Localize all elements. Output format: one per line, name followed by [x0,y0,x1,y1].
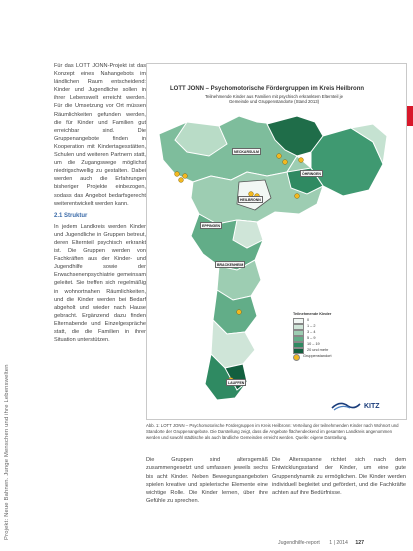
map-legend [293,312,373,361]
site-marker [183,174,188,179]
region-label-neckarsulm: NECKARSULM [234,149,259,154]
legend-label: 10 – 19 [307,341,320,346]
svg-text:KITZ: KITZ [364,403,380,410]
left-paragraph: Für das LOTT JONN-Projekt ist das Konzept eines Nahangebots im ländlichen Raum entscheidend: Kinder und Jugendliche sollen in ihrer Lebenswelt erreicht werden. Für die Umsetzung vor Ort müssen Räumlichkeiten gefunden werden, die für Kinder und Familien gut erreichbar sind. Die Gruppenangebote finden in Kooperation mit Kindertagesstätten, Schulen und weiteren Partnern statt, um die Zugangswege möglichst niedrigschwellig zu gestalten. Dabei werden auch die Erfahrungen bisheriger Projekte einbezogen, sodass das Angebot bedarfsgerecht weiterentwickelt werden kann. [54,63,146,207]
body-text-middle: Die Gruppen sind altersgemäß zusammengesetzt und umfassen jeweils sechs bis acht Kinder. Neben Bewegungsangeboten spielen kreative und spielerische Elemente eine wichtige Rolle. Die Kinder lernen, über ihre Gefühle zu sprechen. [146,457,268,505]
region-label-brackenheim: BRACKENHEIM [217,262,244,267]
region-label-heilbronn: HEILBRONN [240,197,261,202]
site-marker [237,310,242,315]
page-number: 127 [355,540,365,546]
legend-label: 5 – 9 [307,335,316,340]
legend-label: Gruppenstandort [303,354,332,359]
site-marker [283,160,288,165]
footer-issue: 1 | 2014 [329,540,348,546]
site-marker [295,194,300,199]
page-footer [278,540,364,546]
legend-title: Teilnehmende Kinder [293,312,332,316]
legend-label: 0 [307,317,310,322]
legend-label: 20 und mehr [307,347,329,352]
site-marker [175,172,180,177]
body-text-right: Die Altersspanne richtet sich nach dem Entwicklungsstand der Kinder, um eine gute Gruppendynamik zu ermöglichen. Die Kinder werden individuell begleitet und gefördert, und die Fachkräfte achten auf ihre Bedürfnisse. [272,457,406,497]
left-column [54,62,146,344]
figure-caption: Abb. 1: LOTT JONN – Psychomotorische Fördergruppen im Kreis Heilbronn: Verteilung der teilnehmenden Kinder nach Wohnort und Standorte der Gruppenangebote. Die Darstellung zeigt, dass die Angebote flächendeckend im gesamten Landkreis angenommen werden und sowohl städtische als auch ländliche Gemeinden erreicht werden. Quelle: eigene Darstellung. [146,423,399,440]
site-marker [299,158,304,163]
section-heading: 2.1 Struktur [54,212,88,219]
region-label-eppingen: EPPINGEN [202,223,221,228]
sidebar-title: Projekt: Neue Bahnen. Junge Menschen und ihre Lebenswelten [4,364,10,540]
site-marker [179,178,184,183]
left-paragraph-2: In jedem Landkreis werden Kinder und Jugendliche in Gruppen betreut, deren Elternteil psychisch erkrankt ist. Die Gruppen werden von Fachkräften aus der Kinder- und Jugendhilfe sowie der Erwachsenenpsychiatrie gemeinsam geleitet. Sie treffen sich regelmäßig in wohnortnahen Räumlichkeiten, und die Kinder werden bei Bedarf abgeholt und wieder nach Hause gebracht. Ergänzend dazu finden Elternabende und Einzelgespräche statt, die die Familien in ihrer Situation unterstützen. [54,223,146,344]
site-marker [277,154,282,159]
legend-site-icon [293,354,300,361]
map-subtitle: Teilnehmende Kinder aus Familien mit psychisch erkranktem Elternteil je Gemeinde und Gruppenstandorte (Stand 2013) [204,94,344,105]
region-label-lauffen: LAUFFEN [228,380,245,385]
footer-journal: Jugendhilfe-report [278,540,320,546]
map-title: LOTT JONN – Psychomotorische Fördergruppen im Kreis Heilbronn [170,86,365,92]
legend-label: 1 – 2 [307,323,316,328]
legend-row [293,354,373,361]
legend-swatch [293,348,304,354]
kitz-logo-icon [330,398,390,412]
region-label-ohringen: ÖHRINGEN [302,171,321,176]
legend-label: 3 – 4 [307,329,316,334]
district-map [147,64,404,416]
